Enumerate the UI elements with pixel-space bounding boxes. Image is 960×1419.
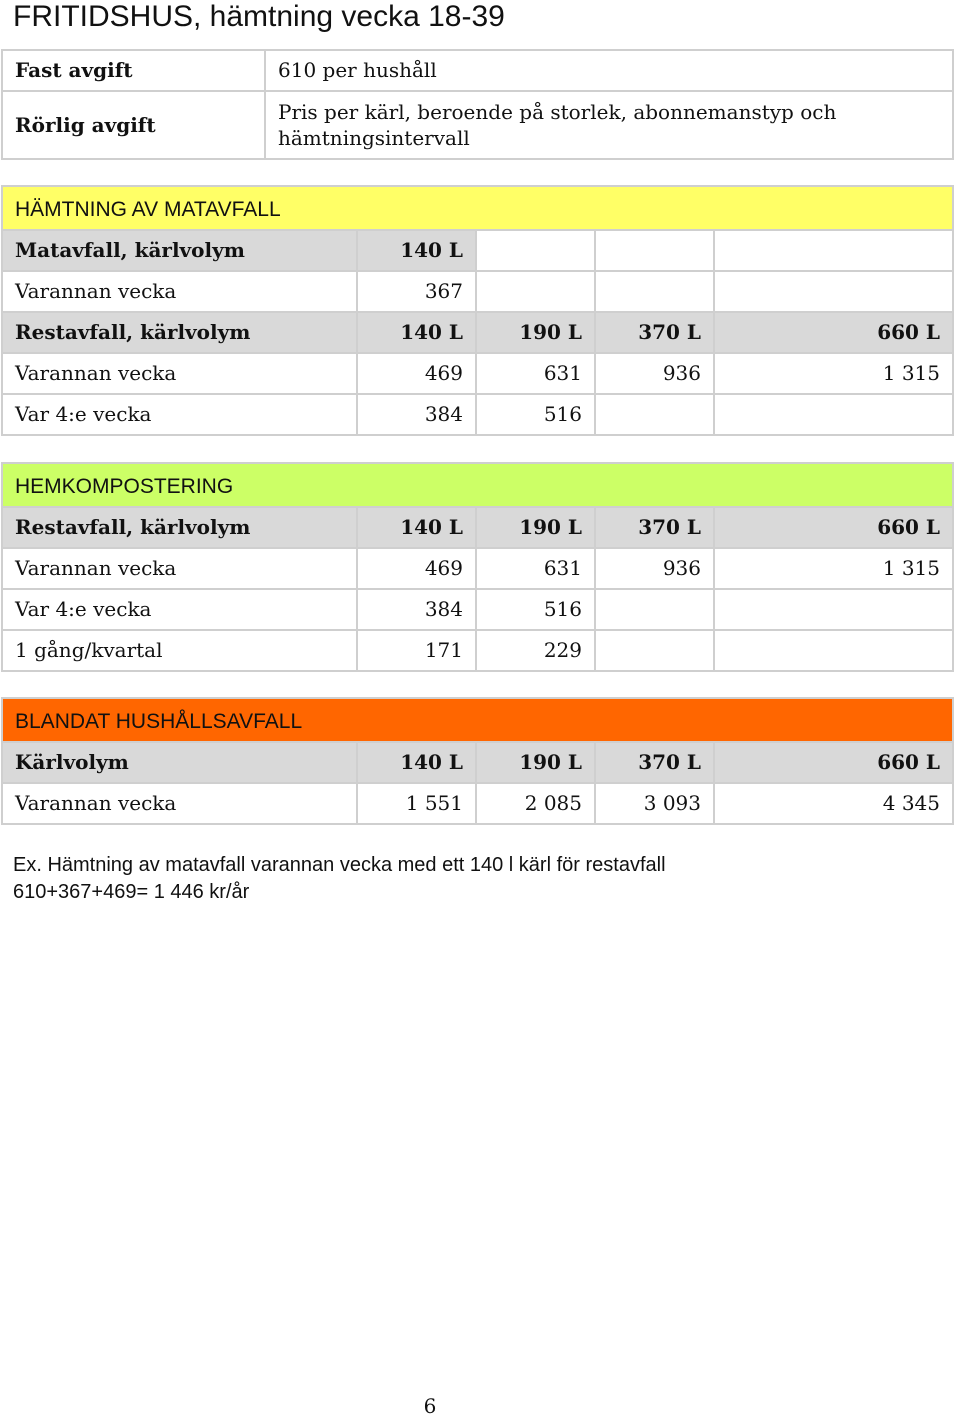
price-cell xyxy=(595,394,714,435)
price-cell xyxy=(476,271,595,312)
price-cell xyxy=(595,589,714,630)
price-cell: 367 xyxy=(357,271,476,312)
fee-label: Rörlig avgift xyxy=(2,91,265,159)
page-title: FRITIDSHUS, hämtning vecka 18-39 xyxy=(13,0,505,33)
price-cell: 631 xyxy=(476,548,595,589)
price-cell: 171 xyxy=(357,630,476,671)
empty-cell xyxy=(714,230,953,271)
price-cell: 229 xyxy=(476,630,595,671)
section-heading-row xyxy=(2,698,953,742)
price-cell: 631 xyxy=(476,353,595,394)
row-label: Varannan vecka xyxy=(2,783,357,824)
section-heading-row xyxy=(2,186,953,230)
price-row xyxy=(2,394,953,435)
header-row xyxy=(2,230,953,271)
price-row xyxy=(2,783,953,824)
volume-header: 190 L xyxy=(476,507,595,548)
row-label: Varannan vecka xyxy=(2,353,357,394)
header-row xyxy=(2,507,953,548)
price-cell: 2 085 xyxy=(476,783,595,824)
header-row xyxy=(2,742,953,783)
row-label: Kärlvolym xyxy=(2,742,357,783)
page-number: 6 xyxy=(423,1394,437,1418)
price-cell: 3 093 xyxy=(595,783,714,824)
price-cell xyxy=(714,271,953,312)
volume-header: 190 L xyxy=(476,742,595,783)
row-label: Varannan vecka xyxy=(2,271,357,312)
row-label: Var 4:e vecka xyxy=(2,394,357,435)
row-label: Restavfall, kärlvolym xyxy=(2,507,357,548)
volume-header: 140 L xyxy=(357,230,476,271)
example-line: Ex. Hämtning av matavfall varannan vecka med ett 140 l kärl för restavfall xyxy=(13,854,666,876)
fee-table xyxy=(1,49,954,160)
price-cell: 469 xyxy=(357,548,476,589)
row-label: Var 4:e vecka xyxy=(2,589,357,630)
empty-cell xyxy=(595,230,714,271)
fee-label: Fast avgift xyxy=(2,50,265,91)
volume-header: 660 L xyxy=(714,507,953,548)
price-cell: 1 551 xyxy=(357,783,476,824)
price-row xyxy=(2,353,953,394)
example-calculation: 610+367+469= 1 446 kr/år xyxy=(13,881,250,903)
price-cell: 4 345 xyxy=(714,783,953,824)
row-label: 1 gång/kvartal xyxy=(2,630,357,671)
example-note xyxy=(13,852,666,906)
section-heading: BLANDAT HUSHÅLLSAVFALL xyxy=(2,698,953,742)
price-cell: 1 315 xyxy=(714,353,953,394)
volume-header: 140 L xyxy=(357,742,476,783)
price-row xyxy=(2,271,953,312)
fee-row-variable xyxy=(2,91,953,159)
section-heading-row xyxy=(2,463,953,507)
row-label: Varannan vecka xyxy=(2,548,357,589)
section-heading: HÄMTNING AV MATAVFALL xyxy=(2,186,953,230)
price-cell xyxy=(714,394,953,435)
matavfall-table xyxy=(1,185,954,436)
price-cell: 384 xyxy=(357,589,476,630)
price-cell: 516 xyxy=(476,394,595,435)
volume-header: 370 L xyxy=(595,507,714,548)
volume-header: 660 L xyxy=(714,312,953,353)
fee-value: Pris per kärl, beroende på storlek, abonnemanstyp och hämtningsintervall xyxy=(265,91,953,159)
header-row xyxy=(2,312,953,353)
volume-header: 370 L xyxy=(595,742,714,783)
volume-header: 190 L xyxy=(476,312,595,353)
price-row xyxy=(2,548,953,589)
volume-header: 660 L xyxy=(714,742,953,783)
price-row xyxy=(2,589,953,630)
price-cell: 936 xyxy=(595,548,714,589)
price-cell: 936 xyxy=(595,353,714,394)
hemkompostering-table xyxy=(1,462,954,672)
blandat-table xyxy=(1,697,954,825)
fee-row-fixed xyxy=(2,50,953,91)
empty-cell xyxy=(476,230,595,271)
row-label: Matavfall, kärlvolym xyxy=(2,230,357,271)
price-cell xyxy=(595,630,714,671)
row-label: Restavfall, kärlvolym xyxy=(2,312,357,353)
price-row xyxy=(2,630,953,671)
volume-header: 370 L xyxy=(595,312,714,353)
price-cell: 1 315 xyxy=(714,548,953,589)
price-cell: 384 xyxy=(357,394,476,435)
section-heading: HEMKOMPOSTERING xyxy=(2,463,953,507)
price-cell: 516 xyxy=(476,589,595,630)
volume-header: 140 L xyxy=(357,507,476,548)
price-cell xyxy=(714,630,953,671)
price-cell xyxy=(714,589,953,630)
price-cell: 469 xyxy=(357,353,476,394)
volume-header: 140 L xyxy=(357,312,476,353)
fee-value: 610 per hushåll xyxy=(265,50,953,91)
price-cell xyxy=(595,271,714,312)
